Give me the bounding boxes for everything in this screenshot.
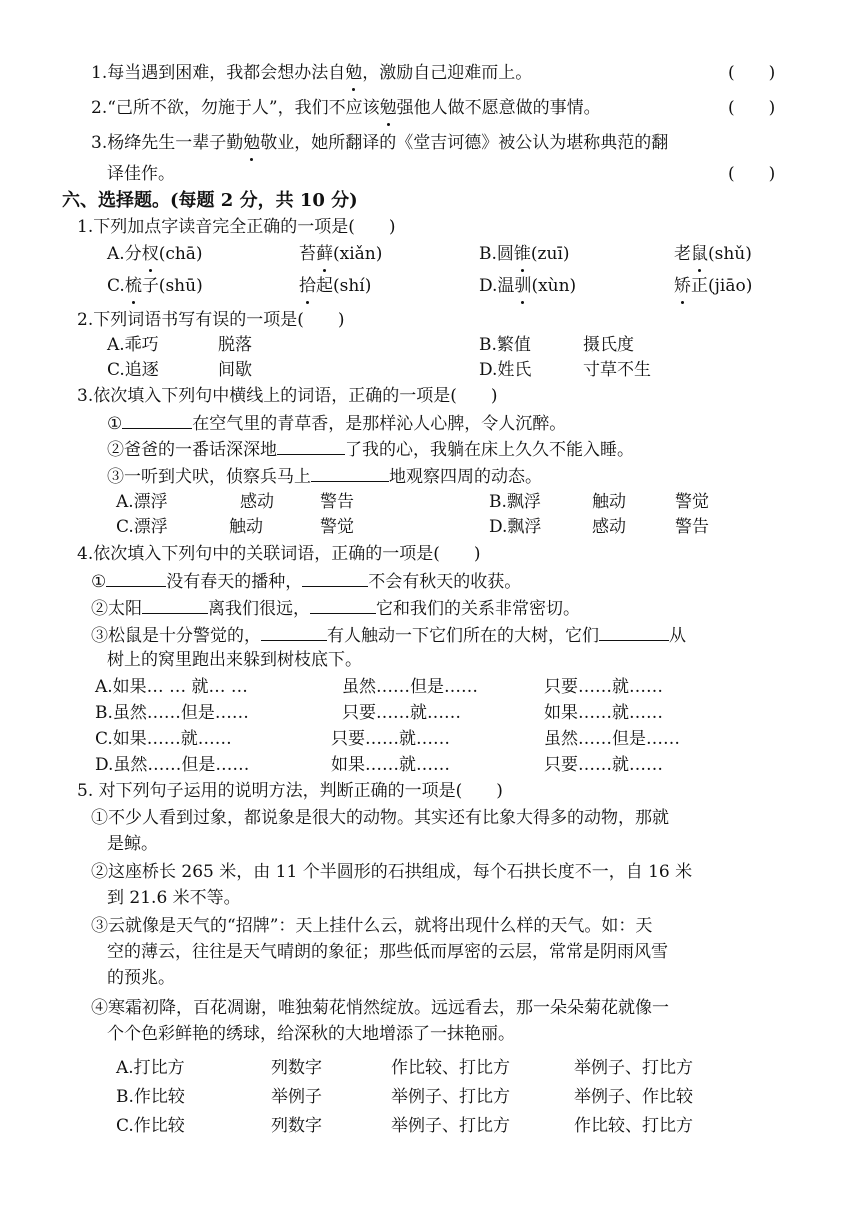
q5-word: 作比较、打比方: [391, 1058, 510, 1078]
q2-word: 寸草不生: [583, 360, 651, 380]
answer-paren-3[interactable]: ( ): [728, 164, 776, 184]
question-4-stem: 4.依次填入下列句中的关联词语，正确的一项是( ): [77, 544, 481, 564]
q1-option: D.温驯(xùn): [479, 273, 576, 299]
q2-option: D.姓氏: [479, 360, 532, 380]
q1-option: B.圆锥(zuī): [479, 241, 570, 267]
q5-word: 举例子、打比方: [391, 1087, 510, 1107]
fill-blank[interactable]: [122, 410, 192, 429]
fill-blank[interactable]: [302, 568, 368, 587]
judge-item-3-line2: 译佳作。: [107, 164, 175, 184]
q3-sentence-3: ③一听到犬吠，侦察兵马上 地观察四周的动态。: [107, 463, 542, 490]
q2-word: 间歇: [218, 360, 252, 380]
q3-sentence-2: ②爸爸的一番话深深地 了我的心，我躺在床上久久不能入睡。: [107, 436, 634, 463]
q4-word: 只要……就……: [331, 729, 450, 749]
q3-sentence-1: ① 在空气里的青草香，是那样沁人心脾，令人沉醉。: [107, 410, 566, 437]
q5-option: A.打比方: [116, 1058, 185, 1078]
q5-sentence-2-cont: 到 21.6 米不等。: [107, 888, 241, 908]
q5-option: B.作比较: [116, 1087, 185, 1107]
dotted-char: 勉: [243, 130, 260, 156]
answer-paren-2[interactable]: ( ): [728, 98, 776, 118]
q1-option: A.分杈(chā): [107, 241, 203, 267]
q2-option: C.追逐: [107, 360, 159, 380]
q5-word: 作比较、打比方: [574, 1116, 693, 1136]
judge-item-3: 3.杨绛先生一辈子勤勉敬业，她所翻译的《堂吉诃德》被公认为堪称典范的翻: [91, 130, 668, 156]
section-heading: 六、选择题。(每题 2 分，共 10 分): [62, 190, 358, 211]
q2-option: A.乖巧: [107, 335, 159, 355]
q3-word: 警觉: [320, 517, 354, 537]
q4-word: 如果……就……: [331, 755, 450, 775]
q4-word: 虽然……但是……: [342, 677, 478, 697]
answer-paren-1[interactable]: ( ): [728, 63, 776, 83]
q4-sentence-3-line2: 树上的窝里跑出来躲到树枝底下。: [107, 650, 362, 670]
fill-blank[interactable]: [106, 568, 166, 587]
q3-word: 警告: [320, 492, 354, 512]
dotted-char: 勉: [380, 95, 397, 121]
q4-word: 虽然……但是……: [544, 729, 680, 749]
q5-word: 列数字: [271, 1058, 322, 1078]
q3-word: 感动: [592, 517, 626, 537]
q4-word: 只要……就……: [544, 755, 663, 775]
fill-blank[interactable]: [599, 622, 669, 641]
q5-sentence-2: ②这座桥长 265 米，由 11 个半圆形的石拱组成，每个石拱长度不一，自 16 米: [91, 862, 693, 882]
q1-option: C.梳子(shū): [107, 273, 203, 299]
q5-sentence-3: ③云就像是天气的“招牌”：天上挂什么云，就将出现什么样的天气。如：天: [91, 916, 653, 936]
q1-option: 拾起(shí): [299, 273, 371, 299]
q5-word: 举例子、作比较: [574, 1087, 693, 1107]
q5-word: 举例子、打比方: [391, 1116, 510, 1136]
dotted-char: 勉: [345, 60, 362, 86]
q1-option: 老鼠(shǔ): [674, 241, 752, 267]
q3-option: C.漂浮: [116, 517, 168, 537]
q4-sentence-1: ① 没有春天的播种， 不会有秋天的收获。: [91, 568, 521, 595]
q2-word: 摄氏度: [583, 335, 634, 355]
fill-blank[interactable]: [261, 622, 327, 641]
q5-word: 举例子、打比方: [574, 1058, 693, 1078]
q4-sentence-2: ②太阳 离我们很远， 它和我们的关系非常密切。: [91, 595, 580, 622]
q3-option: D.飘浮: [489, 517, 542, 537]
question-3-stem: 3.依次填入下列句中横线上的词语，正确的一项是( ): [77, 386, 498, 406]
q4-option: D.虽然……但是……: [95, 755, 250, 775]
q4-word: 只要……就……: [544, 677, 663, 697]
judge-item-2: 2.“己所不欲，勿施于人”，我们不应该勉强他人做不愿意做的事情。: [91, 95, 601, 121]
q5-word: 举例子: [271, 1087, 322, 1107]
fill-blank[interactable]: [310, 595, 376, 614]
q3-word: 警觉: [675, 492, 709, 512]
q4-word: 只要……就……: [342, 703, 461, 723]
judge-item-1: 1.每当遇到困难，我都会想办法自勉，激励自己迎难而上。: [91, 60, 532, 86]
q5-sentence-1: ①不少人看到过象，都说象是很大的动物。其实还有比象大得多的动物，那就: [91, 808, 669, 828]
q5-sentence-1-cont: 是鲸。: [107, 834, 158, 854]
q3-word: 警告: [675, 517, 709, 537]
q3-option: B.飘浮: [489, 492, 541, 512]
fill-blank[interactable]: [142, 595, 208, 614]
q1-option: 矫正(jiāo): [674, 273, 752, 299]
q4-option: B.虽然……但是……: [95, 703, 249, 723]
q4-option: C.如果……就……: [95, 729, 232, 749]
q5-option: C.作比较: [116, 1116, 185, 1136]
q2-option: B.繁值: [479, 335, 531, 355]
q5-sentence-4: ④寒霜初降，百花凋谢，唯独菊花悄然绽放。远远看去，那一朵朵菊花就像一: [91, 998, 669, 1018]
q2-word: 脱落: [218, 335, 252, 355]
q4-word: 如果……就……: [544, 703, 663, 723]
q5-sentence-3-cont: 的预兆。: [107, 968, 175, 988]
q4-option: A.如果… … 就… …: [95, 677, 248, 697]
q4-sentence-3: ③松鼠是十分警觉的， 有人触动一下它们所在的大树，它们 从: [91, 622, 686, 649]
q3-word: 触动: [592, 492, 626, 512]
q1-option: 苔藓(xiǎn): [299, 241, 382, 267]
question-1-stem: 1.下列加点字读音完全正确的一项是( ): [77, 217, 396, 237]
q5-word: 列数字: [271, 1116, 322, 1136]
fill-blank[interactable]: [311, 463, 389, 482]
question-2-stem: 2.下列词语书写有误的一项是( ): [77, 310, 345, 330]
q3-option: A.漂浮: [116, 492, 168, 512]
q5-sentence-3-cont: 空的薄云，往往是天气晴朗的象征；那些低而厚密的云层，常常是阴雨风雪: [107, 942, 668, 962]
q5-sentence-4-cont: 个个色彩鲜艳的绣球，给深秋的大地增添了一抹艳丽。: [107, 1024, 515, 1044]
q3-word: 感动: [240, 492, 274, 512]
question-5-stem: 5. 对下列句子运用的说明方法，判断正确的一项是( ): [77, 781, 503, 801]
q3-word: 触动: [229, 517, 263, 537]
fill-blank[interactable]: [277, 436, 345, 455]
